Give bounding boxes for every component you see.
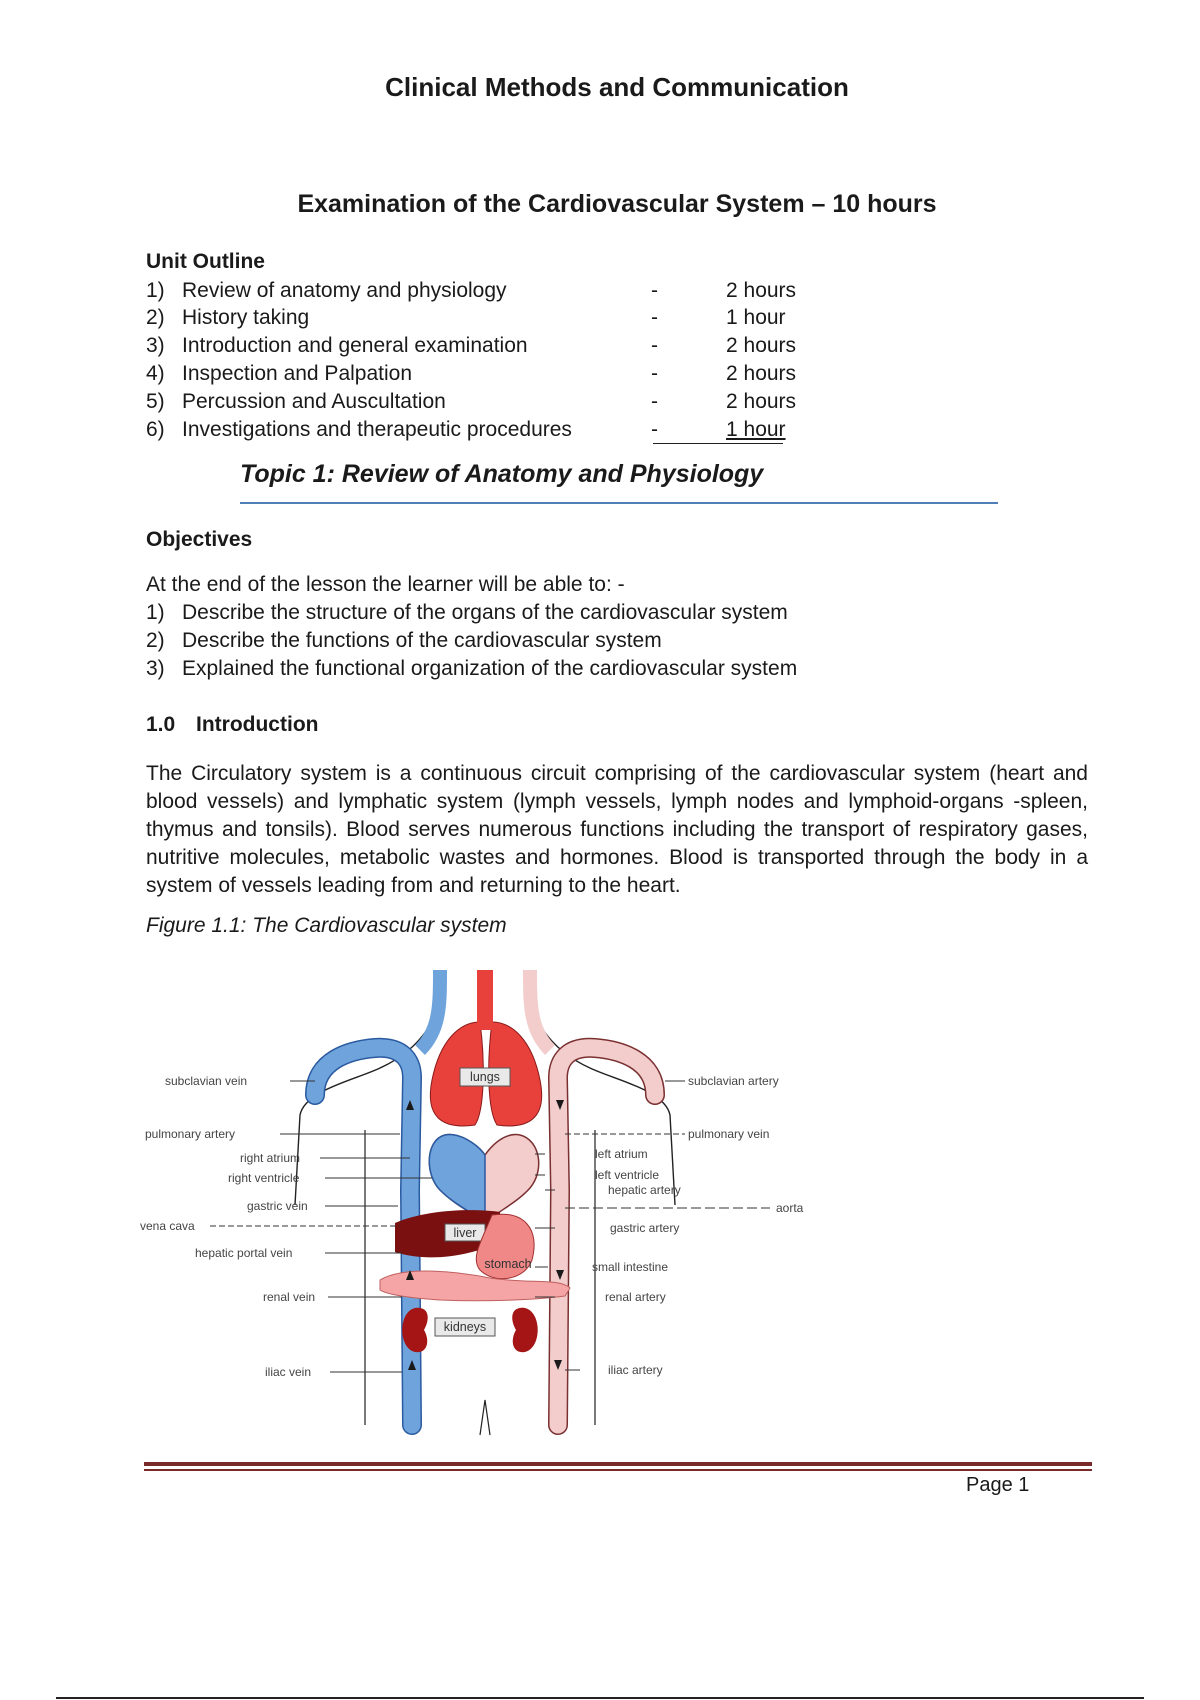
outline-item-number: 2): [146, 306, 165, 329]
page-title: Examination of the Cardiovascular System – 10 hours: [297, 190, 937, 218]
outline-item-text: Inspection and Palpation: [182, 362, 413, 385]
label-iliac-vein: iliac vein: [265, 1365, 312, 1379]
label-pulmonary-artery: pulmonary artery: [145, 1127, 236, 1141]
outline-item-separator: -: [651, 362, 658, 385]
cardiovascular-diagram: [140, 940, 820, 1445]
outline-item-text: Introduction and general examination: [182, 334, 528, 357]
label-right-atrium: right atrium: [240, 1151, 301, 1165]
footer-rule-thin: [144, 1469, 1092, 1471]
trachea-shape: [477, 970, 493, 1030]
outline-item-hours: 1 hour: [726, 418, 786, 441]
outline-item-hours: 1 hour: [726, 306, 786, 329]
kidneys-label: kidneys: [443, 1320, 487, 1334]
page-bottom-line: [56, 1697, 1144, 1699]
outline-item-separator: -: [651, 306, 658, 329]
body-outline-legs: [480, 1400, 490, 1435]
label-left-atrium: left atrium: [595, 1147, 648, 1161]
outline-total-underline: [653, 443, 783, 444]
outline-item-separator: -: [651, 390, 658, 413]
label-right-ventricle: right ventricle: [228, 1171, 300, 1185]
label-gastric-vein: gastric vein: [247, 1199, 308, 1213]
section-number: 1.0: [146, 713, 176, 736]
objective-text: Describe the structure of the organs of the cardiovascular system: [182, 601, 788, 624]
outline-item-number: 5): [146, 390, 165, 413]
outline-item-number: 1): [146, 279, 165, 302]
unit-outline-heading: Unit Outline: [146, 250, 265, 273]
outline-item-hours: 2 hours: [726, 362, 797, 385]
outline-item-separator: -: [651, 279, 658, 302]
outline-item-text: Percussion and Auscultation: [182, 390, 446, 413]
jugular-vein-vessel: [420, 970, 440, 1050]
outline-item-hours: 2 hours: [726, 390, 797, 413]
liver-label: liver: [453, 1226, 477, 1240]
outline-item-separator: -: [651, 334, 658, 357]
outline-item-text: Investigations and therapeutic procedures: [182, 418, 572, 441]
outline-item-hours: 2 hours: [726, 279, 797, 302]
topic-title: Topic 1: Review of Anatomy and Physiology: [240, 460, 764, 488]
label-pulmonary-vein: pulmonary vein: [688, 1127, 770, 1141]
kidney-right-shape: [512, 1308, 537, 1352]
label-aorta: aorta: [776, 1201, 804, 1215]
objective-number: 1): [146, 601, 165, 624]
section-title: Introduction: [196, 713, 319, 736]
stomach-label: stomach: [484, 1257, 532, 1271]
outline-item-separator: -: [651, 418, 658, 441]
objective-number: 3): [146, 657, 165, 680]
objective-text: Describe the functions of the cardiovascular system: [182, 629, 662, 652]
label-renal-vein: renal vein: [263, 1290, 316, 1304]
carotid-artery-vessel: [530, 970, 550, 1050]
objective-number: 2): [146, 629, 165, 652]
figure-caption: Figure 1.1: The Cardiovascular system: [146, 914, 507, 937]
label-hepatic-artery: hepatic artery: [608, 1183, 681, 1197]
label-subclavian-vein: subclavian vein: [165, 1074, 248, 1088]
objectives-heading: Objectives: [146, 528, 253, 551]
intro-paragraph: The Circulatory system is a continuous circuit comprising of the cardiovascular system (heart and blood vessels) and lymphatic system (lymph vessels, lymph nodes and lymphoid-organs -spleen, thymus and tonsils). Blood serves numerous functions including the transport of respiratory gases, nutritive molecules, metabolic wastes and hormones. Blood is transported through the body in a system of vessels leading from and returning to the heart.: [146, 762, 1088, 897]
label-subclavian-artery: subclavian artery: [688, 1074, 779, 1088]
label-vena-cava: vena cava: [140, 1219, 195, 1233]
label-iliac-artery: iliac artery: [608, 1363, 663, 1377]
outline-item-number: 4): [146, 362, 165, 385]
lungs-label: lungs: [470, 1070, 500, 1084]
topic-divider: [240, 502, 998, 504]
footer-rule: [144, 1462, 1092, 1466]
header-title: Clinical Methods and Communication: [385, 72, 849, 102]
objectives-intro: At the end of the lesson the learner will be able to: -: [146, 573, 625, 596]
label-gastric-artery: gastric artery: [610, 1221, 680, 1235]
outline-item-number: 6): [146, 418, 165, 441]
label-hepatic-portal-vein: hepatic portal vein: [195, 1246, 293, 1260]
outline-item-number: 3): [146, 334, 165, 357]
label-small-intestine: small intestine: [592, 1260, 669, 1274]
objective-text: Explained the functional organization of the cardiovascular system: [182, 657, 798, 680]
label-left-ventricle: left ventricle: [595, 1168, 660, 1182]
label-renal-artery: renal artery: [605, 1290, 666, 1304]
outline-item-text: History taking: [182, 306, 310, 329]
outline-item-text: Review of anatomy and physiology: [182, 279, 507, 302]
page-number: Page 1: [966, 1474, 1030, 1496]
outline-item-hours: 2 hours: [726, 334, 797, 357]
